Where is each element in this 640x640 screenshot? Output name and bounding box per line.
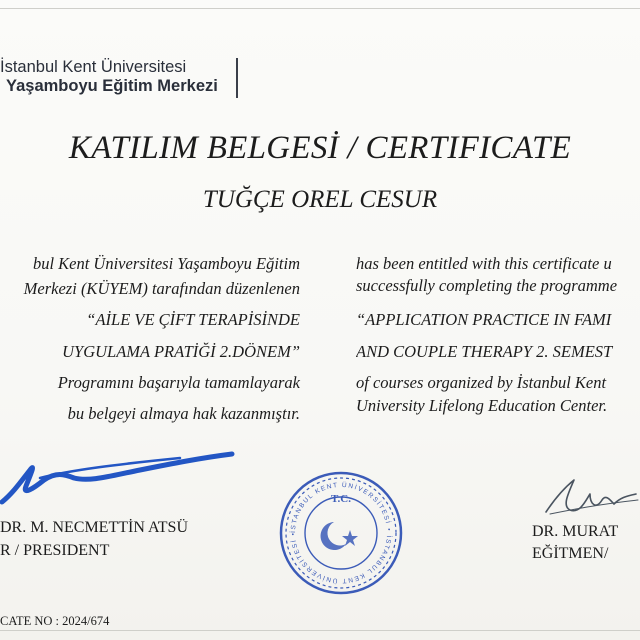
english-line-1: has been entitled with this certificate u bbox=[356, 254, 612, 273]
english-line-2: successfully completing the programme bbox=[356, 276, 618, 295]
turkish-line-3: “AİLE VE ÇİFT TERAPİSİNDE bbox=[86, 310, 300, 329]
seal-center-text: T.C. bbox=[331, 493, 351, 505]
svg-text:İSTANBUL KENT ÜNİVERSİTESİ •: İSTANBUL KENT ÜNİVERSİTESİ • İSTANBUL KENT ÜNİVERSİTESİ • bbox=[289, 481, 393, 585]
right-signature bbox=[540, 470, 640, 520]
english-line-3: “APPLICATION PRACTICE IN FAMI bbox=[356, 310, 612, 329]
english-statement bbox=[356, 254, 640, 434]
turkish-line-2: Merkezi (KÜYEM) tarafından düzenlenen bbox=[23, 279, 300, 298]
recipient-name: TUĞÇE OREL CESUR bbox=[202, 186, 438, 213]
official-seal bbox=[278, 470, 404, 596]
left-signature bbox=[0, 440, 240, 510]
english-line-4: AND COUPLE THERAPY 2. SEMEST bbox=[356, 342, 613, 361]
turkish-line-4: UYGULAMA PRATİĞİ 2.DÖNEM” bbox=[62, 342, 300, 361]
turkish-line-1: bul Kent Üniversitesi Yaşamboyu Eğitim bbox=[32, 254, 300, 273]
turkish-line-5: Programını başarıyla tamamlayarak bbox=[57, 373, 300, 392]
institution-logo-line2: Yaşamboyu Eğitim Merkezi bbox=[6, 77, 218, 95]
institution-logo-line1: İstanbul Kent Üniversitesi bbox=[0, 58, 187, 76]
certificate-number: CATE NO : 2024/674 bbox=[0, 614, 110, 628]
bottom-border-line bbox=[0, 630, 640, 631]
logo-divider-bar bbox=[236, 58, 238, 98]
certificate-title: KATILIM BELGESİ / CERTIFICATE bbox=[68, 130, 572, 166]
right-signatory-title: EĞİTMEN/ bbox=[532, 545, 609, 562]
turkish-line-6: bu belgeyi almaya hak kazanmıştır. bbox=[67, 404, 300, 423]
left-signatory-name: DR. M. NECMETTİN ATSÜ bbox=[0, 519, 189, 536]
top-border-line bbox=[0, 8, 640, 9]
right-signatory-name: DR. MURAT bbox=[532, 523, 619, 540]
english-line-6: University Lifelong Education Center. bbox=[356, 396, 608, 415]
english-line-5: of courses organized by İstanbul Kent bbox=[356, 373, 607, 392]
left-signatory-title: R / PRESIDENT bbox=[0, 542, 110, 559]
